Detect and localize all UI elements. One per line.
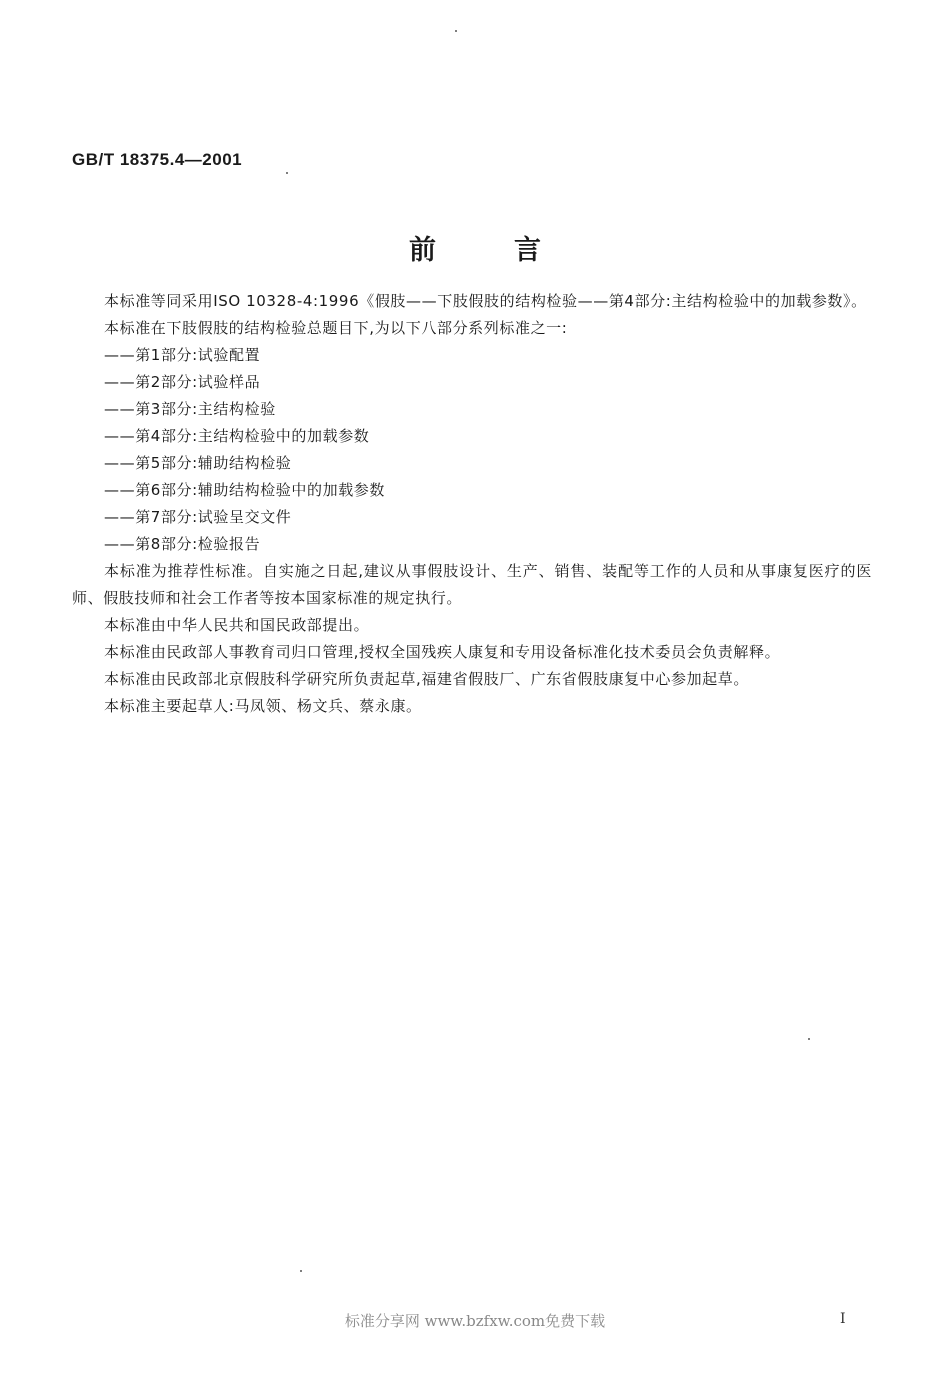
page-title — [0, 228, 950, 267]
paragraph-recommendation: 本标准为推荐性标准。自实施之日起,建议从事假肢设计、生产、销售、装配等工作的人员和从事康复医疗的医师、假肢技师和社会工作者等按本国家标准的规定执行。 — [72, 562, 872, 607]
list-item: ——第4部分:主结构检验中的加载参数 — [104, 427, 370, 445]
foreword-body — [72, 288, 872, 720]
paragraph-proposer: 本标准由中华人民共和国民政部提出。 — [104, 616, 370, 634]
list-item: ——第1部分:试验配置 — [104, 346, 261, 364]
document-number: GB/T 18375.4—2001 — [72, 150, 243, 169]
scan-speck — [808, 1038, 810, 1040]
scan-speck — [286, 172, 288, 174]
list-item: ——第7部分:试验呈交文件 — [104, 508, 292, 526]
title-char-1: 前 — [409, 235, 436, 266]
paragraph-drafting-org: 本标准由民政部北京假肢科学研究所负责起草,福建省假肢厂、广东省假肢康复中心参加起草。 — [104, 670, 749, 688]
scan-speck — [300, 1270, 302, 1272]
list-item: ——第6部分:辅助结构检验中的加载参数 — [104, 481, 385, 499]
page-number: I — [840, 1311, 846, 1327]
list-item: ——第5部分:辅助结构检验 — [104, 454, 292, 472]
paragraph-adoption: 本标准等同采用ISO 10328-4:1996《假肢——下肢假肢的结构检验——第4部分:主结构检验中的加载参数》。 — [104, 292, 867, 310]
list-item: ——第8部分:检验报告 — [104, 535, 261, 553]
paragraph-series: 本标准在下肢假肢的结构检验总题目下,为以下八部分系列标准之一: — [104, 319, 568, 337]
paragraph-drafters: 本标准主要起草人:马凤领、杨文兵、蔡永康。 — [104, 697, 422, 715]
title-char-2: 言 — [514, 235, 541, 266]
paragraph-management: 本标准由民政部人事教育司归口管理,授权全国残疾人康复和专用设备标准化技术委员会负责解释。 — [104, 643, 781, 661]
list-item: ——第2部分:试验样品 — [104, 373, 261, 391]
footer-watermark: 标准分享网 www.bzfxw.com免费下载 — [344, 1312, 606, 1330]
scan-speck — [455, 30, 457, 32]
list-item: ——第3部分:主结构检验 — [104, 400, 276, 418]
